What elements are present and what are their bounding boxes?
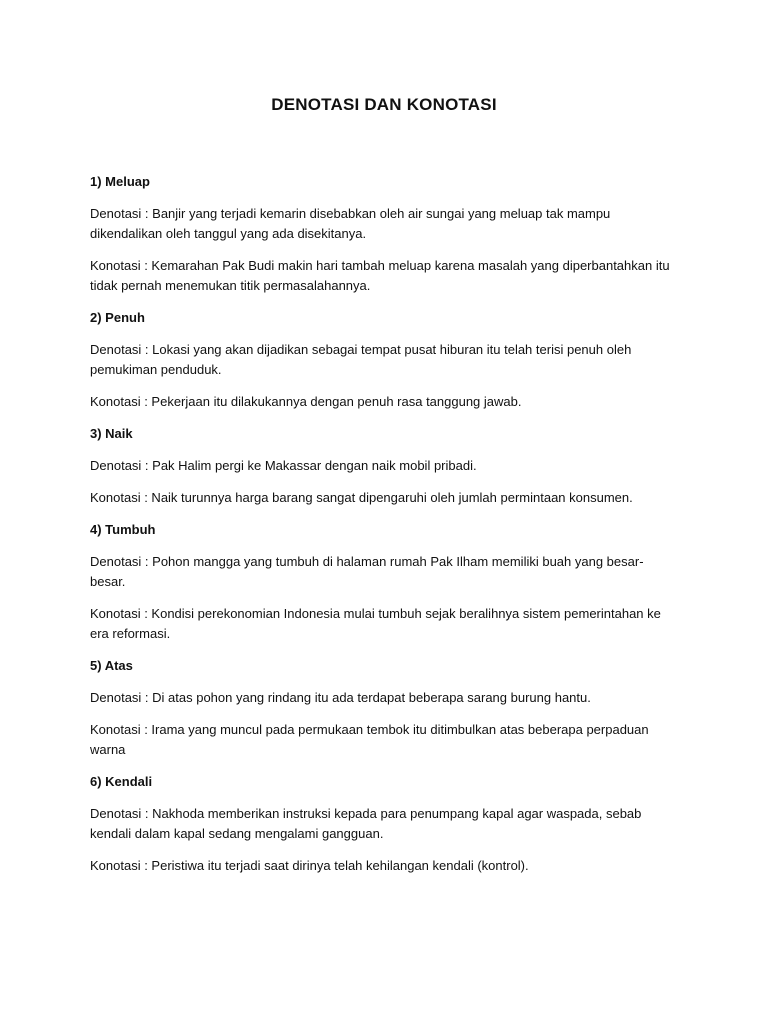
entry-atas xyxy=(90,656,678,760)
denotasi-paragraph: Denotasi : Pak Halim pergi ke Makassar dengan naik mobil pribadi. xyxy=(90,458,477,473)
denotasi-paragraph: Denotasi : Lokasi yang akan dijadikan sebagai tempat pusat hiburan itu telah terisi penuh oleh pemukiman penduduk. xyxy=(90,342,632,377)
entry-kendali xyxy=(90,772,678,876)
konotasi-paragraph: Konotasi : Pekerjaan itu dilakukannya dengan penuh rasa tanggung jawab. xyxy=(90,394,522,409)
entry-heading: 5) Atas xyxy=(90,658,133,673)
denotasi-paragraph: Denotasi : Nakhoda memberikan instruksi kepada para penumpang kapal agar waspada, sebab kendali dalam kapal sedang mengalami gangguan. xyxy=(90,806,642,841)
denotasi-paragraph: Denotasi : Pohon mangga yang tumbuh di halaman rumah Pak Ilham memiliki buah yang besar-besar. xyxy=(90,554,644,589)
entry-meluap xyxy=(90,172,678,296)
entry-heading: 3) Naik xyxy=(90,426,133,441)
konotasi-paragraph: Konotasi : Peristiwa itu terjadi saat dirinya telah kehilangan kendali (kontrol). xyxy=(90,858,529,873)
entry-heading: 6) Kendali xyxy=(90,774,153,789)
entry-heading: 4) Tumbuh xyxy=(90,522,156,537)
konotasi-paragraph: Konotasi : Naik turunnya harga barang sangat dipengaruhi oleh jumlah permintaan konsumen. xyxy=(90,490,633,505)
entry-heading: 2) Penuh xyxy=(90,310,145,325)
entry-tumbuh xyxy=(90,520,678,644)
entry-heading: 1) Meluap xyxy=(90,174,150,189)
konotasi-paragraph: Konotasi : Irama yang muncul pada permukaan tembok itu ditimbulkan atas beberapa perpaduan warna xyxy=(90,722,649,757)
entry-naik xyxy=(90,424,678,508)
denotasi-paragraph: Denotasi : Banjir yang terjadi kemarin disebabkan oleh air sungai yang meluap tak mampu dikendalikan oleh tanggul yang ada disekitanya. xyxy=(90,206,611,241)
page-title: DENOTASI DAN KONOTASI xyxy=(271,95,497,114)
denotasi-paragraph: Denotasi : Di atas pohon yang rindang itu ada terdapat beberapa sarang burung hantu. xyxy=(90,690,591,705)
konotasi-paragraph: Konotasi : Kemarahan Pak Budi makin hari tambah meluap karena masalah yang diperbantahkan itu tidak pernah menemukan titik permasalahannya. xyxy=(90,258,670,293)
entry-penuh xyxy=(90,308,678,412)
konotasi-paragraph: Konotasi : Kondisi perekonomian Indonesia mulai tumbuh sejak beralihnya sistem pemerintahan ke era reformasi. xyxy=(90,606,661,641)
